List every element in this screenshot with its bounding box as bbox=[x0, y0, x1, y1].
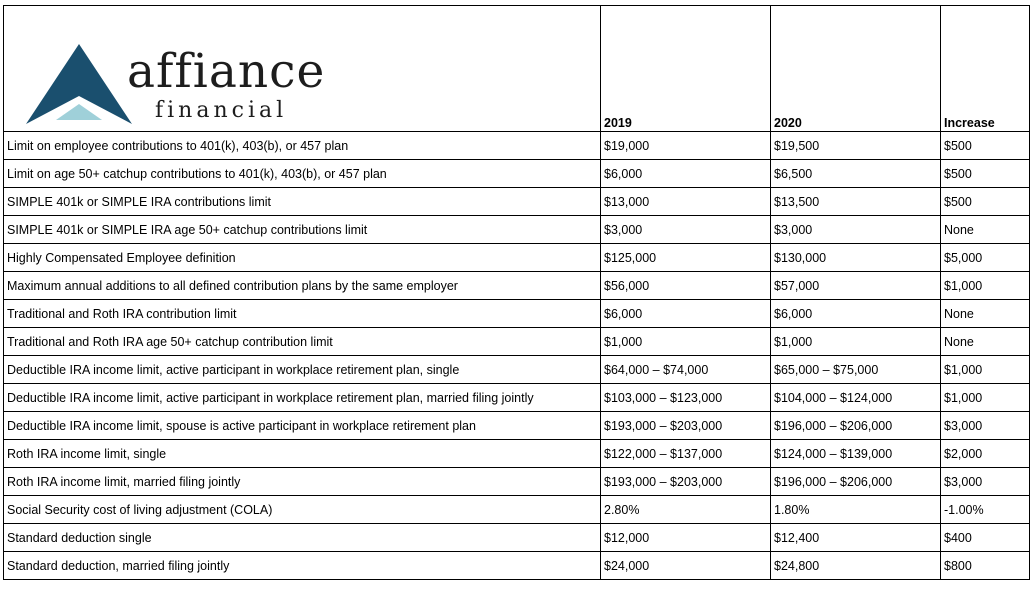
value-2020: $3,000 bbox=[771, 216, 941, 244]
value-2020: $130,000 bbox=[771, 244, 941, 272]
row-label: SIMPLE 401k or SIMPLE IRA contributions limit bbox=[4, 188, 601, 216]
value-2019: $3,000 bbox=[601, 216, 771, 244]
table-row bbox=[4, 160, 1030, 188]
row-label: Traditional and Roth IRA age 50+ catchup contribution limit bbox=[4, 328, 601, 356]
value-increase: None bbox=[941, 216, 1030, 244]
triangle-logo-icon bbox=[26, 44, 132, 126]
row-label: Maximum annual additions to all defined contribution plans by the same employer bbox=[4, 272, 601, 300]
logo-cell bbox=[4, 6, 601, 132]
table-row bbox=[4, 356, 1030, 384]
value-increase: $1,000 bbox=[941, 384, 1030, 412]
value-increase: $500 bbox=[941, 160, 1030, 188]
table-row bbox=[4, 188, 1030, 216]
table-row bbox=[4, 412, 1030, 440]
row-label: Deductible IRA income limit, spouse is active participant in workplace retirement plan bbox=[4, 412, 601, 440]
table-row bbox=[4, 468, 1030, 496]
row-label: Standard deduction, married filing jointly bbox=[4, 552, 601, 580]
document bbox=[3, 5, 1030, 580]
value-2020: $12,400 bbox=[771, 524, 941, 552]
value-2019: $12,000 bbox=[601, 524, 771, 552]
value-2019: $193,000 – $203,000 bbox=[601, 468, 771, 496]
value-2020: $1,000 bbox=[771, 328, 941, 356]
value-increase: -1.00% bbox=[941, 496, 1030, 524]
value-2019: $64,000 – $74,000 bbox=[601, 356, 771, 384]
table-header-row bbox=[4, 6, 1030, 132]
row-label: Deductible IRA income limit, active participant in workplace retirement plan, single bbox=[4, 356, 601, 384]
table-row bbox=[4, 496, 1030, 524]
row-label: Highly Compensated Employee definition bbox=[4, 244, 601, 272]
table-row bbox=[4, 440, 1030, 468]
header-2020: 2020 bbox=[771, 6, 941, 132]
value-2020: $13,500 bbox=[771, 188, 941, 216]
table-row bbox=[4, 524, 1030, 552]
value-2020: $65,000 – $75,000 bbox=[771, 356, 941, 384]
value-2020: $104,000 – $124,000 bbox=[771, 384, 941, 412]
table-row bbox=[4, 384, 1030, 412]
value-increase: $3,000 bbox=[941, 468, 1030, 496]
value-2019: $193,000 – $203,000 bbox=[601, 412, 771, 440]
contribution-limits-table bbox=[3, 5, 1030, 580]
value-2020: $57,000 bbox=[771, 272, 941, 300]
value-increase: $1,000 bbox=[941, 356, 1030, 384]
value-2019: $103,000 – $123,000 bbox=[601, 384, 771, 412]
value-2019: $24,000 bbox=[601, 552, 771, 580]
value-2020: $196,000 – $206,000 bbox=[771, 468, 941, 496]
value-increase: $3,000 bbox=[941, 412, 1030, 440]
row-label: Traditional and Roth IRA contribution limit bbox=[4, 300, 601, 328]
value-increase: None bbox=[941, 328, 1030, 356]
table-row bbox=[4, 328, 1030, 356]
value-2019: $19,000 bbox=[601, 132, 771, 160]
value-2020: $196,000 – $206,000 bbox=[771, 412, 941, 440]
header-increase: Increase bbox=[941, 6, 1030, 132]
table-row bbox=[4, 272, 1030, 300]
value-2020: $19,500 bbox=[771, 132, 941, 160]
value-increase: $2,000 bbox=[941, 440, 1030, 468]
value-2020: $6,500 bbox=[771, 160, 941, 188]
row-label: Deductible IRA income limit, active participant in workplace retirement plan, married filing jointly bbox=[4, 384, 601, 412]
row-label: Roth IRA income limit, married filing jointly bbox=[4, 468, 601, 496]
value-2020: 1.80% bbox=[771, 496, 941, 524]
row-label: Limit on age 50+ catchup contributions to 401(k), 403(b), or 457 plan bbox=[4, 160, 601, 188]
value-2019: $6,000 bbox=[601, 160, 771, 188]
value-increase: $5,000 bbox=[941, 244, 1030, 272]
header-2019: 2019 bbox=[601, 6, 771, 132]
value-2019: $1,000 bbox=[601, 328, 771, 356]
value-increase: $400 bbox=[941, 524, 1030, 552]
row-label: SIMPLE 401k or SIMPLE IRA age 50+ catchup contributions limit bbox=[4, 216, 601, 244]
value-2019: $122,000 – $137,000 bbox=[601, 440, 771, 468]
value-2020: $124,000 – $139,000 bbox=[771, 440, 941, 468]
value-2019: $125,000 bbox=[601, 244, 771, 272]
table-row bbox=[4, 244, 1030, 272]
value-2019: $56,000 bbox=[601, 272, 771, 300]
value-2020: $6,000 bbox=[771, 300, 941, 328]
value-2019: $13,000 bbox=[601, 188, 771, 216]
row-label: Standard deduction single bbox=[4, 524, 601, 552]
table-row bbox=[4, 552, 1030, 580]
value-2019: $6,000 bbox=[601, 300, 771, 328]
table-row bbox=[4, 300, 1030, 328]
row-label: Roth IRA income limit, single bbox=[4, 440, 601, 468]
logo-subtitle: financial bbox=[155, 98, 288, 123]
row-label: Social Security cost of living adjustment (COLA) bbox=[4, 496, 601, 524]
row-label: Limit on employee contributions to 401(k), 403(b), or 457 plan bbox=[4, 132, 601, 160]
value-2020: $24,800 bbox=[771, 552, 941, 580]
value-increase: None bbox=[941, 300, 1030, 328]
value-2019: 2.80% bbox=[601, 496, 771, 524]
value-increase: $1,000 bbox=[941, 272, 1030, 300]
table-row bbox=[4, 216, 1030, 244]
logo-wordmark: affiance bbox=[127, 44, 326, 99]
affiance-logo bbox=[7, 20, 327, 130]
value-increase: $500 bbox=[941, 132, 1030, 160]
table-row bbox=[4, 132, 1030, 160]
value-increase: $500 bbox=[941, 188, 1030, 216]
value-increase: $800 bbox=[941, 552, 1030, 580]
